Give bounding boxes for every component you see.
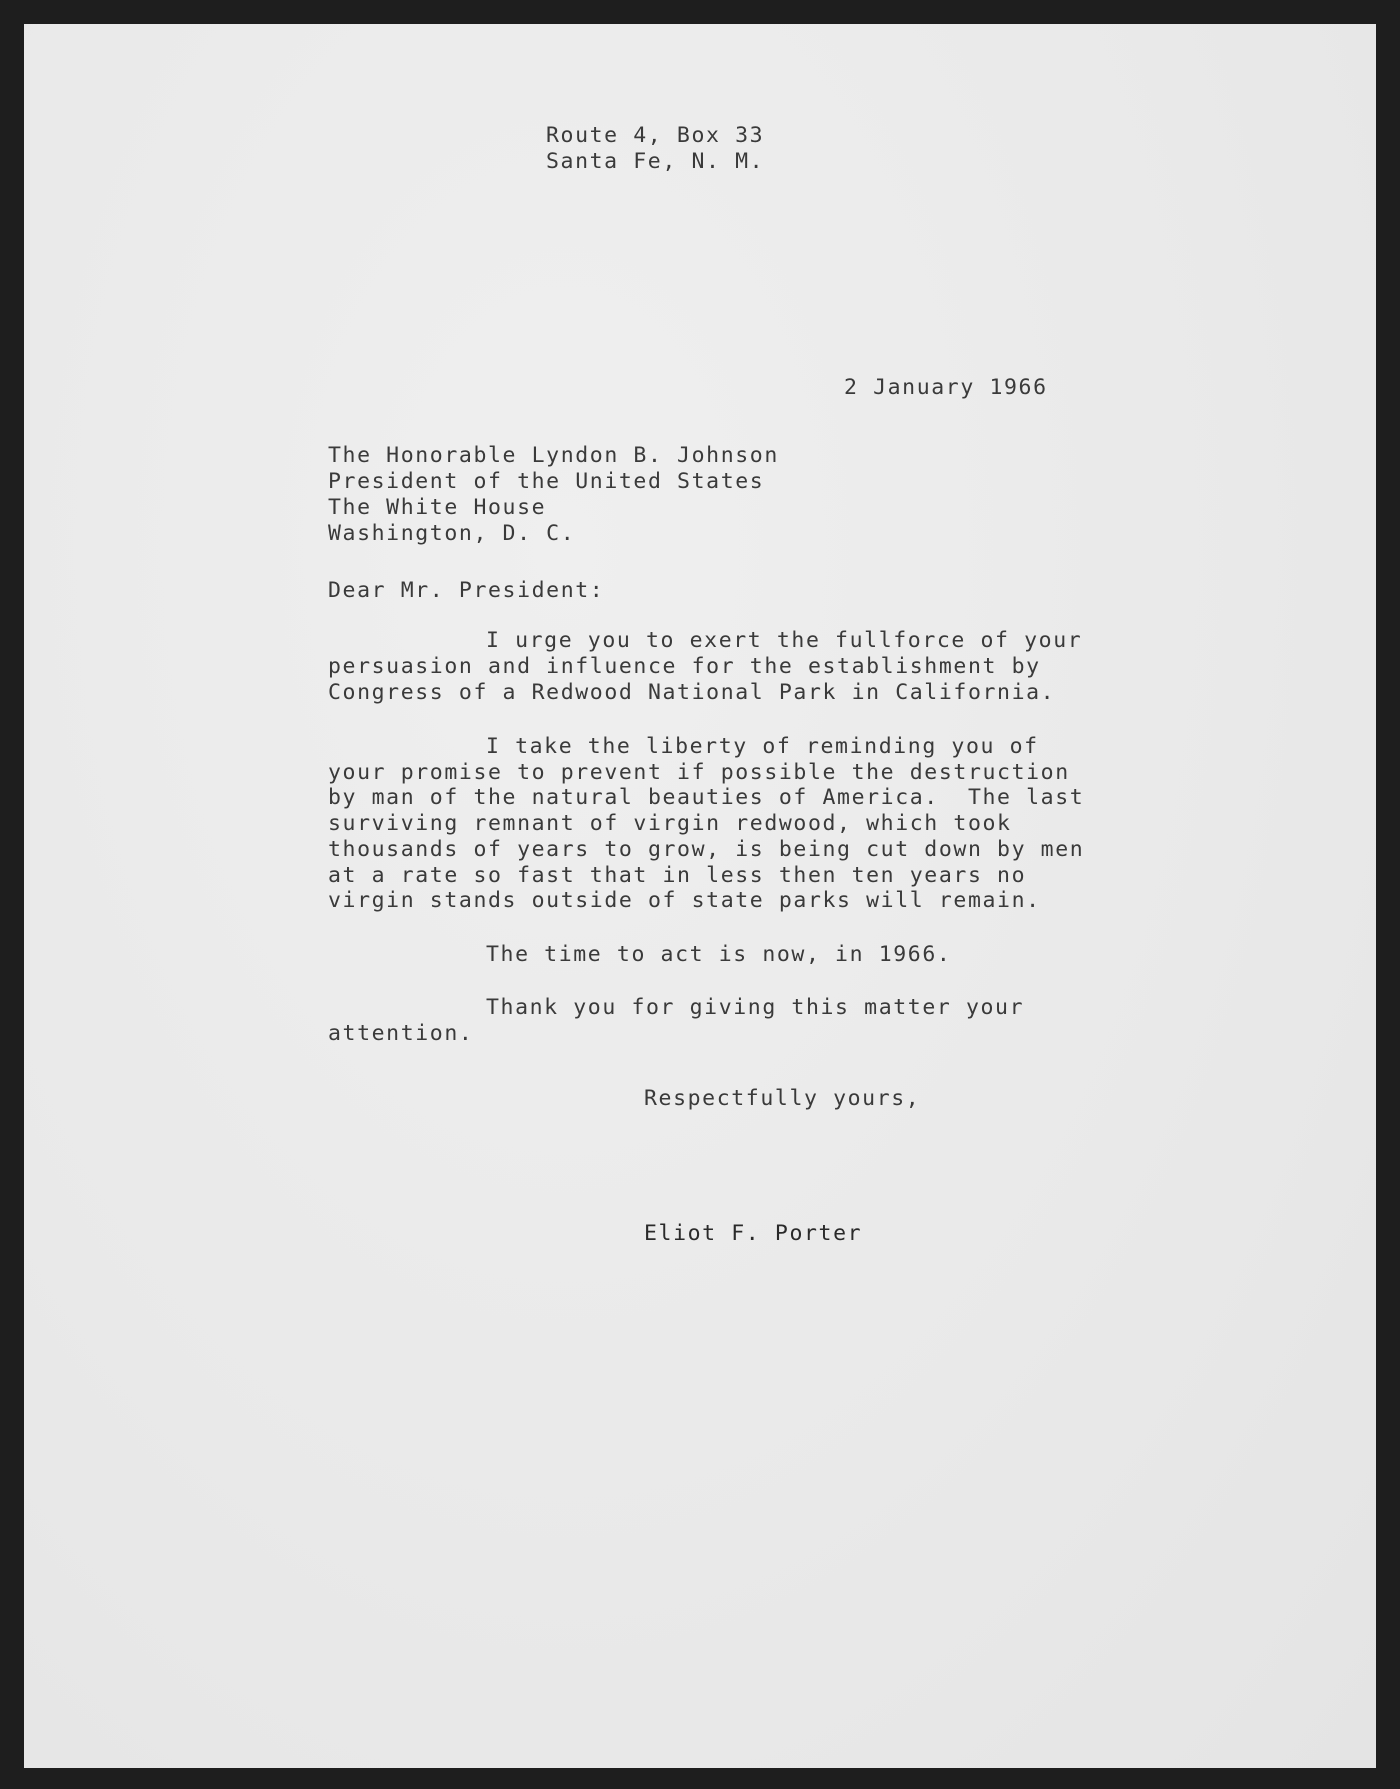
typed-signature: Eliot F. Porter xyxy=(644,1221,863,1246)
paragraph-2-line-3: by man of the natural beauties of America. The last xyxy=(328,785,1085,810)
complimentary-closing: Respectfully yours, xyxy=(644,1086,921,1111)
paragraph-1-line-3: Congress of a Redwood National Park in California. xyxy=(328,680,1056,705)
paragraph-2-line-4: surviving remnant of virgin redwood, which took xyxy=(328,811,1012,836)
paragraph-2-line-2: your promise to prevent if possible the destruction xyxy=(328,760,1070,785)
recipient-line-4: Washington, D. C. xyxy=(328,521,576,546)
salutation: Dear Mr. President: xyxy=(328,578,605,603)
paragraph-2-line-7: virgin stands outside of state parks will remain. xyxy=(328,888,1041,913)
paragraph-3-line-1: The time to act is now, in 1966. xyxy=(486,942,952,967)
letter-date: 2 January 1966 xyxy=(844,375,1048,400)
recipient-line-1: The Honorable Lyndon B. Johnson xyxy=(328,443,779,468)
paragraph-2-line-6: at a rate so fast that in less then ten years no xyxy=(328,863,1027,888)
recipient-line-2: President of the United States xyxy=(328,469,765,494)
letter-page xyxy=(24,24,1376,1768)
paragraph-1-line-1: I urge you to exert the fullforce of your xyxy=(486,628,1083,653)
paragraph-2-line-1: I take the liberty of reminding you of xyxy=(486,734,1039,759)
paragraph-2-line-5: thousands of years to grow, is being cut down by men xyxy=(328,837,1085,862)
paragraph-4-line-2: attention. xyxy=(328,1021,474,1046)
sender-address-line-1: Route 4, Box 33 xyxy=(546,123,765,148)
sender-address-line-2: Santa Fe, N. M. xyxy=(546,149,765,174)
recipient-line-3: The White House xyxy=(328,495,547,520)
paragraph-1-line-2: persuasion and influence for the establishment by xyxy=(328,654,1041,679)
paragraph-4-line-1: Thank you for giving this matter your xyxy=(486,995,1025,1020)
